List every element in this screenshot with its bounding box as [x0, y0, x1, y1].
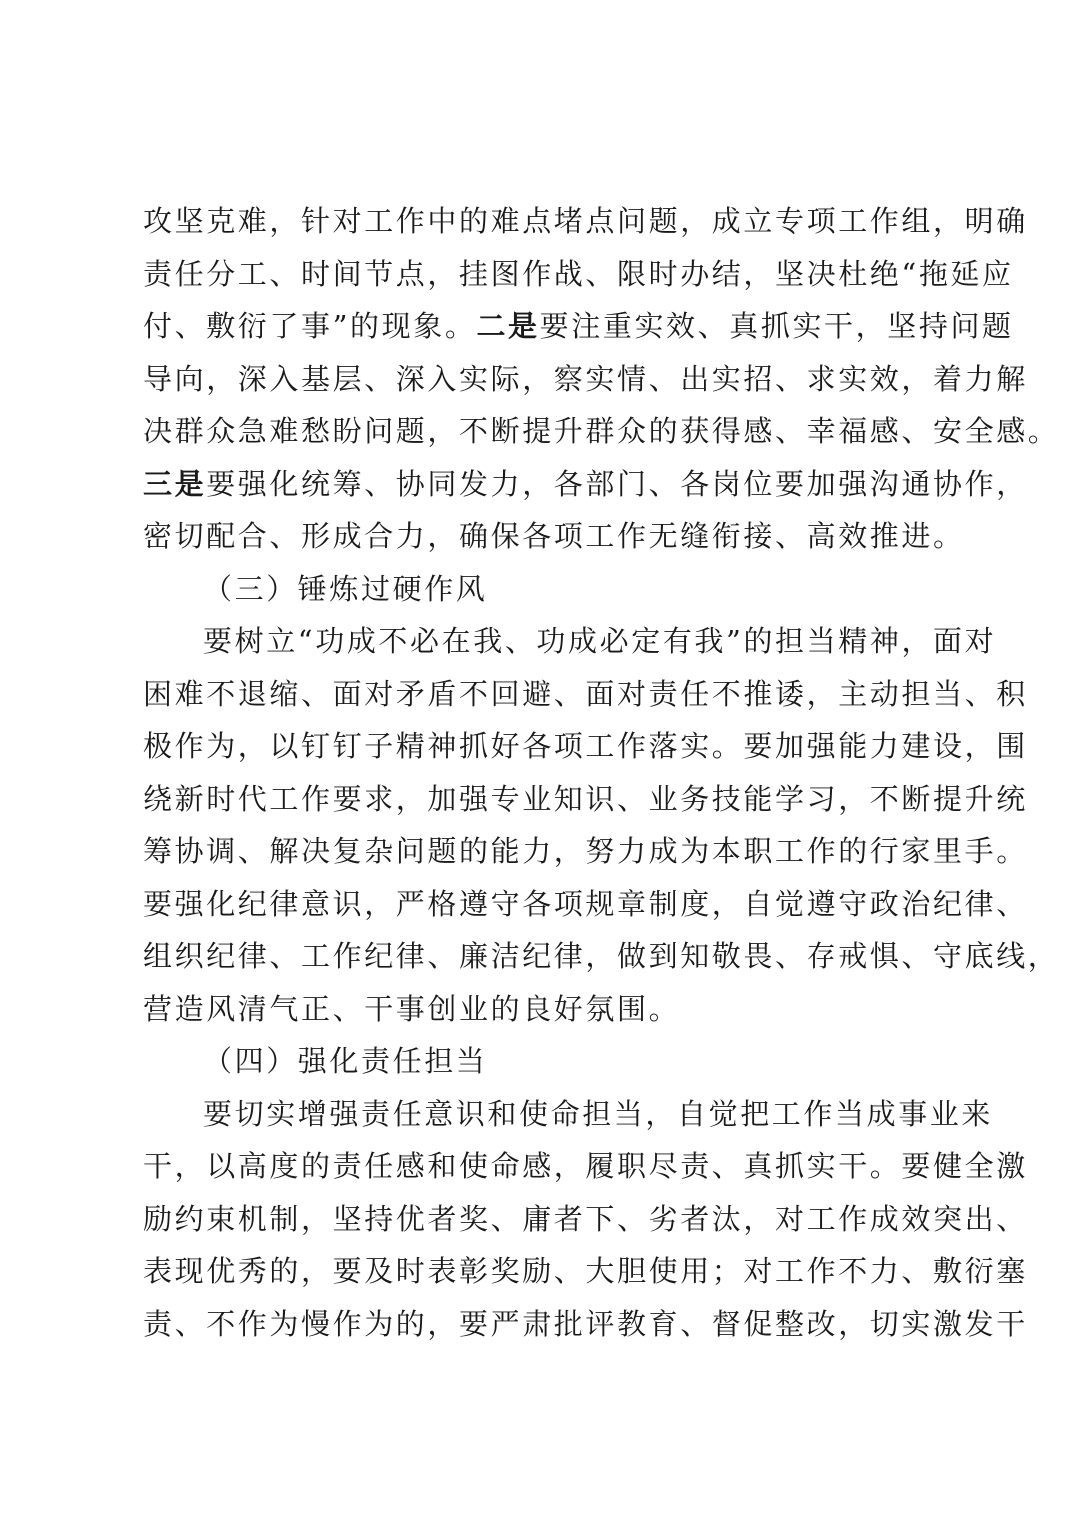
- text-line: 要树立“功成不必在我、功成必定有我”的担当精神，面对: [203, 624, 997, 658]
- text-line: 责任分工、时间节点，挂图作战、限时办结，坚决杜绝“拖延应: [143, 256, 1014, 291]
- text-line: 表现优秀的，要及时表彰奖励、大胆使用；对工作不力、敷衍塞: [143, 1254, 1028, 1288]
- text-line-with-lead: [143, 458, 1028, 511]
- section-three: [143, 563, 1060, 1036]
- text-line: 责、不作为慢作为的，要严肃批评教育、督促整改，切实激发干: [143, 1306, 1028, 1341]
- section-heading: （三）锤炼过硬作风: [203, 571, 488, 606]
- text-line: 要强化纪律意识，严格遵守各项规章制度，自觉遵守政治纪律、: [143, 886, 1028, 921]
- text-line: 攻坚克难，针对工作中的难点堵点问题，成立专项工作组，明确: [143, 204, 1028, 238]
- lead-phrase-three: 三是: [143, 466, 207, 501]
- text-line: 密切配合、形成合力，确保各项工作无缝衔接、高效推进。: [143, 519, 965, 553]
- section-heading: （四）强化责任担当: [203, 1044, 488, 1078]
- section-four: [143, 1035, 1028, 1350]
- text-line: 营造风清气正、干事创业的良好氛围。: [143, 991, 681, 1026]
- paragraph-continued: [143, 195, 1060, 563]
- text-segment: 要注重实效、真抓实干，坚持问题: [539, 309, 1014, 343]
- document-body: [143, 195, 1060, 1350]
- text-line: 干，以高度的责任感和使命感，履职尽责、真抓实干。要健全激: [143, 1149, 1028, 1183]
- text-line: 决群众急难愁盼问题，不断提升群众的获得感、幸福感、安全感。: [143, 414, 1060, 448]
- text-line: 要切实增强责任意识和使命担当，自觉把工作当成事业来: [203, 1096, 994, 1131]
- text-line-with-lead: [143, 300, 1014, 353]
- text-line: 筹协调、解决复杂问题的能力，努力成为本职工作的行家里手。: [143, 834, 1028, 868]
- text-line: 极作为，以钉钉子精神抓好各项工作落实。要加强能力建设，围: [143, 729, 1028, 763]
- text-line: 导向，深入基层、深入实际，察实情、出实招、求实效，着力解: [143, 361, 1028, 396]
- text-line: 组织纪律、工作纪律、廉洁纪律，做到知敬畏、存戒惧、守底线，: [143, 939, 1060, 973]
- text-line: 绕新时代工作要求，加强专业知识、业务技能学习，不断提升统: [143, 781, 1028, 816]
- text-segment: 付、敷衍了事”的现象。: [143, 309, 477, 343]
- lead-phrase-two: 二是: [476, 309, 540, 343]
- text-line: 困难不退缩、面对矛盾不回避、面对责任不推诿，主动担当、积: [143, 676, 1028, 711]
- text-line: 励约束机制，坚持优者奖、庸者下、劣者汰，对工作成效突出、: [143, 1201, 1028, 1236]
- text-segment: 要强化统筹、协同发力，各部门、各岗位要加强沟通协作，: [206, 466, 1028, 501]
